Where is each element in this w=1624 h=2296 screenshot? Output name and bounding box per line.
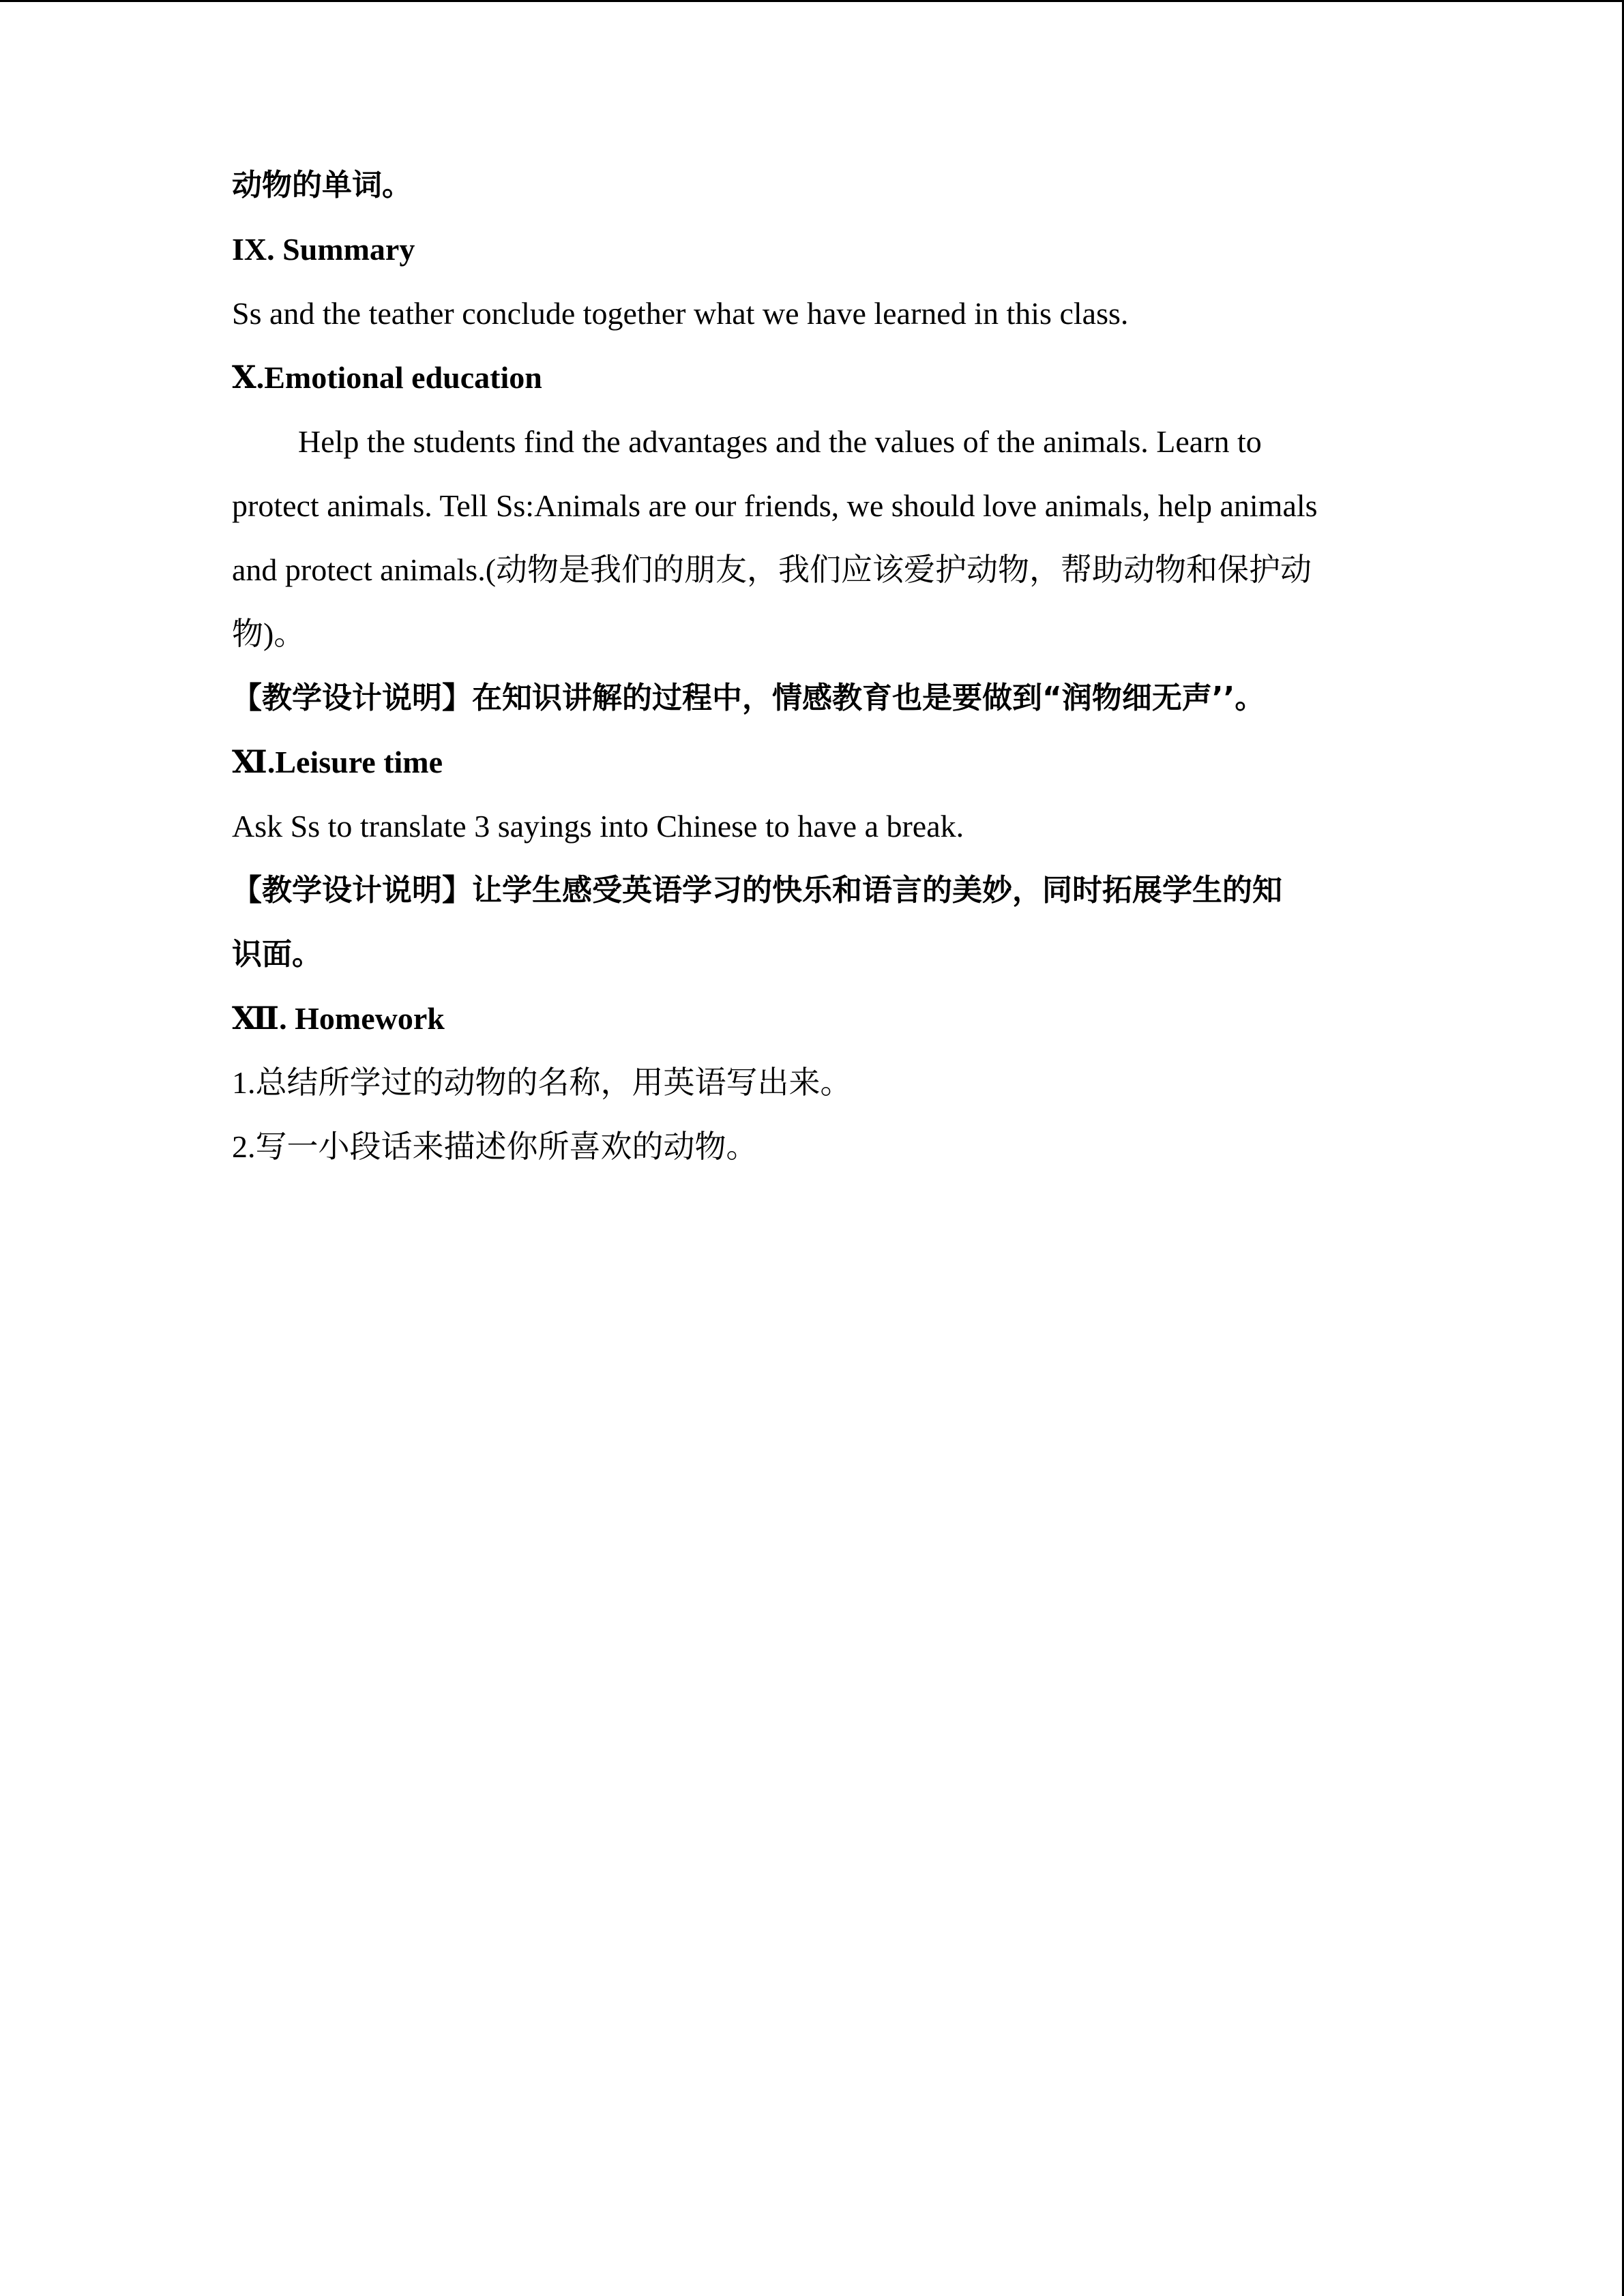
- section-heading-homework: Ⅻ. Homework: [232, 1001, 445, 1036]
- design-note-1: 【教学设计说明】在知识讲解的过程中，情感教育也是要做到“润物细无声’’。: [232, 681, 1265, 715]
- text-line-13: 识面。: [232, 937, 322, 972]
- homework-item-1: 1.总结所学过的动物的名称，用英语写出来。: [232, 1065, 852, 1100]
- section-heading-leisure-time: Ⅺ.Leisure time: [232, 745, 443, 779]
- text-line-7: and protect animals.(动物是我们的朋友，我们应该爱护动物，帮助动物和保护动: [232, 552, 1312, 587]
- text-line-3: Ss and the teather conclude together what we have learned in this class.: [232, 296, 1129, 331]
- text-line-1: 动物的单词。: [232, 168, 412, 203]
- section-heading-emotional-education: Ⅹ.Emotional education: [232, 360, 542, 395]
- text-line-11: Ask Ss to translate 3 sayings into Chinese to have a break.: [232, 809, 964, 844]
- section-heading-summary: IX. Summary: [232, 232, 415, 267]
- page-border-top: [0, 0, 1624, 2]
- design-note-2: 【教学设计说明】让学生感受英语学习的快乐和语言的美妙，同时拓展学生的知: [232, 873, 1282, 908]
- text-line-8: 物)。: [232, 616, 306, 651]
- text-line-5: Help the students find the advantages and the values of the animals. Learn to: [298, 424, 1262, 459]
- text-line-6: protect animals. Tell Ss:Animals are our friends, we should love animals, help animals: [232, 488, 1318, 523]
- homework-item-2: 2.写一小段话来描述你所喜欢的动物。: [232, 1129, 758, 1164]
